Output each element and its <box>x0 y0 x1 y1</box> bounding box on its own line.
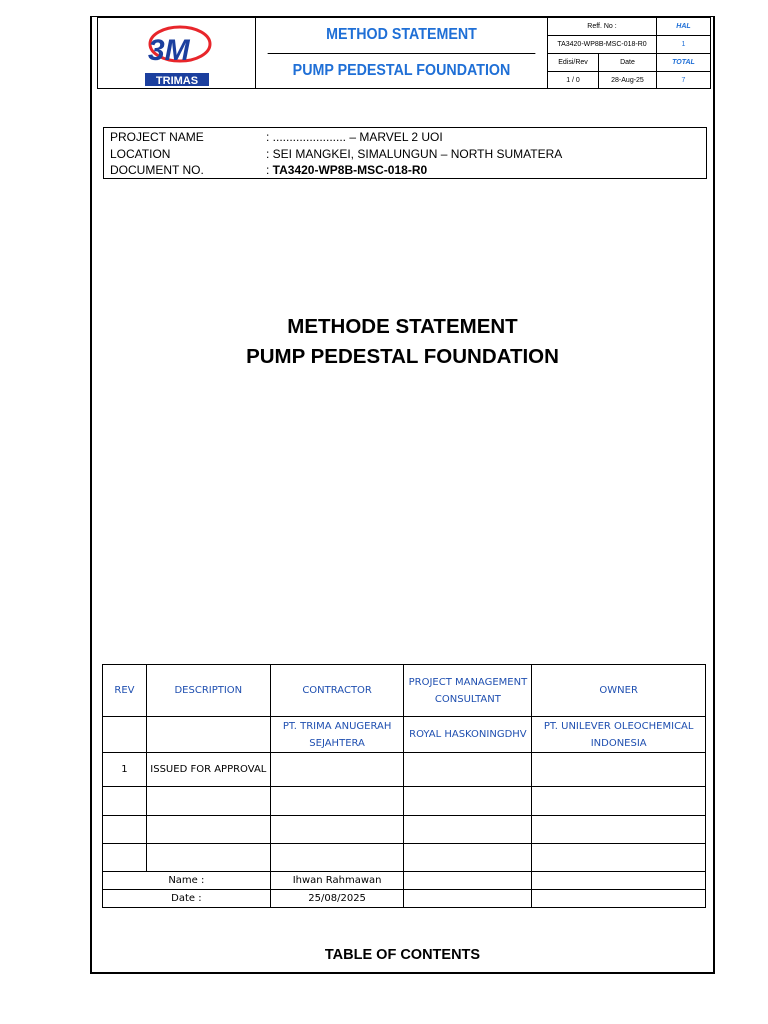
header-owner: OWNER <box>532 665 706 717</box>
date-label-cell: Date : <box>103 890 271 908</box>
document-no-prefix: : <box>266 163 273 178</box>
edisi-value: 1 / 0 <box>548 72 599 89</box>
location-value: : SEI MANGKEI, SIMALUNGUN – NORTH SUMATERA <box>266 146 563 161</box>
header-description: DESCRIPTION <box>146 665 270 717</box>
main-title-line1: METHODE STATEMENT <box>287 315 518 338</box>
main-title-line2: PUMP PEDESTAL FOUNDATION <box>246 345 559 368</box>
header-pmc: PROJECT MANAGEMENT CONSULTANT <box>404 665 532 717</box>
total-label: TOTAL <box>657 54 710 72</box>
document-header <box>97 17 711 89</box>
contractor-date: 25/08/2025 <box>270 890 404 908</box>
empty-row <box>103 816 706 844</box>
project-name-label: PROJECT NAME <box>110 130 204 145</box>
date-label: Date <box>599 54 657 72</box>
revision-number: 1 <box>103 753 147 787</box>
project-name-value: : ...................... – MARVEL 2 UOI <box>266 130 443 145</box>
logo-text: TRIMAS <box>155 75 199 87</box>
document-no-value: TA3420-WP8B-MSC-018-R0 <box>272 163 428 178</box>
empty-row <box>103 787 706 816</box>
svg-text:3M: 3M <box>148 34 190 67</box>
name-row <box>103 872 706 890</box>
owner-company: PT. UNILEVER OLEOCHEMICAL INDONESIA <box>532 717 706 753</box>
project-name-row <box>110 129 700 146</box>
document-page <box>90 16 715 974</box>
logo-graphic <box>98 18 256 90</box>
revision-row <box>103 753 706 787</box>
name-label: Name : <box>103 872 271 890</box>
header-rev: REV <box>103 665 147 717</box>
location-row <box>110 146 700 163</box>
project-info <box>103 127 707 179</box>
edisi-label: Edisi/Rev <box>548 54 599 72</box>
pmc-company: ROYAL HASKONINGDHV <box>404 717 532 753</box>
reff-label: Reff. No : <box>548 18 657 36</box>
header-contractor: CONTRACTOR <box>270 665 404 717</box>
company-row <box>103 717 706 753</box>
revision-description: ISSUED FOR APPROVAL <box>146 753 270 787</box>
table-of-contents-heading: TABLE OF CONTENTS <box>324 947 481 963</box>
document-no-label: DOCUMENT NO. <box>110 163 204 178</box>
reference-block <box>548 18 710 88</box>
header-title <box>256 18 548 88</box>
hal-value: 1 <box>657 36 710 54</box>
approval-header-row <box>103 665 706 717</box>
company-logo <box>98 18 256 88</box>
reff-value: TA3420-WP8B-MSC-018-R0 <box>548 36 657 54</box>
contractor-company: PT. TRIMA ANUGERAH SEJAHTERA <box>270 717 404 753</box>
document-no-row <box>110 162 700 179</box>
approval-table <box>102 664 706 908</box>
header-title-line1: METHOD STATEMENT <box>268 18 536 54</box>
date-value: 28-Aug-25 <box>599 72 657 89</box>
location-label: LOCATION <box>110 146 171 161</box>
header-title-line2: PUMP PEDESTAL FOUNDATION <box>292 61 511 79</box>
date-row <box>103 890 706 908</box>
total-value: 7 <box>681 77 686 84</box>
contractor-name: Ihwan Rahmawan <box>270 872 404 890</box>
hal-label: HAL <box>657 18 710 36</box>
empty-row <box>103 844 706 872</box>
